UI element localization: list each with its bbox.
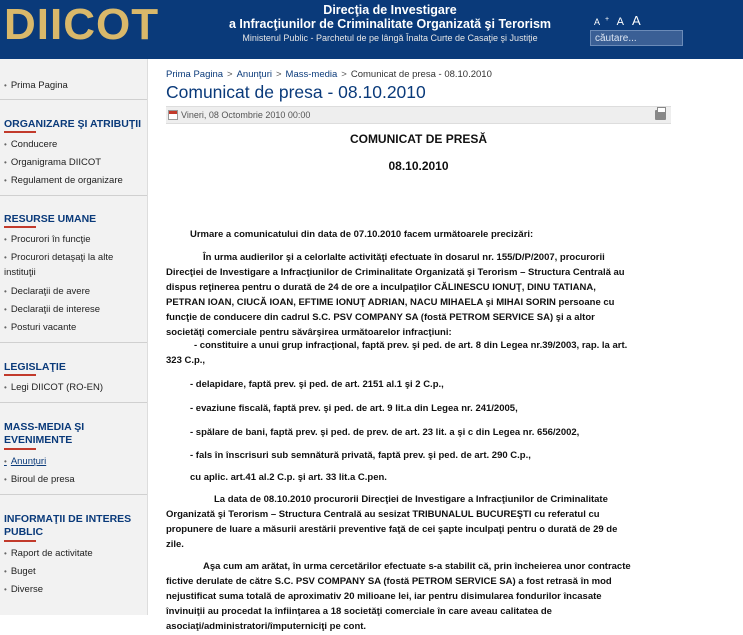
- sidebar: [0, 59, 148, 615]
- search-input[interactable]: [590, 30, 683, 46]
- paragraph-line: societăţi comerciale pentru săvârşirea următoarelor infracţiuni:: [166, 327, 452, 338]
- sidebar-item-buget[interactable]: • Buget: [4, 566, 36, 578]
- divider: [0, 494, 147, 495]
- sidebar-item-legi[interactable]: • Legi DIICOT (RO-EN): [4, 382, 103, 394]
- breadcrumb-current: Comunicat de presa - 08.10.2010: [350, 69, 492, 80]
- sidebar-item-declaratii-interese[interactable]: • Declaraţii de interese: [4, 304, 100, 316]
- page-title: Comunicat de presa - 08.10.2010: [166, 82, 426, 102]
- article-heading-date: 08.10.2010: [388, 159, 449, 173]
- heading-underline: [4, 226, 36, 228]
- sidebar-item-diverse[interactable]: • Diverse: [4, 584, 43, 596]
- heading-underline: [4, 448, 36, 450]
- breadcrumb-anunturi[interactable]: Anunţuri: [236, 69, 272, 80]
- site-header: [0, 0, 743, 59]
- paragraph-line: În urma audierilor şi a celorlalte activităţi efectuate în dosarul nr. 155/D/P/2007, procurorii: [203, 252, 605, 263]
- sidebar-item-regulament[interactable]: • Regulament de organizare: [4, 175, 123, 187]
- heading-underline: [4, 540, 36, 542]
- breadcrumb-home[interactable]: Prima Pagina: [166, 69, 224, 80]
- text-size-medium-button[interactable]: A: [616, 16, 624, 28]
- charge-item: - spălare de bani, faptă prev. şi ped. de prev. de art. 23 lit. a şi c din Legea nr. 656/2002,: [190, 427, 580, 438]
- sidebar-heading-resurse-umane: RESURSE UMANE: [4, 213, 97, 225]
- sidebar-item-home[interactable]: • Prima Pagina: [4, 80, 68, 92]
- paragraph-line: funcţie de conducere din cadrul S.C. PSV COMPANY SA (fostă PETROM SERVICE SA) şi a altor: [166, 312, 595, 323]
- charge-item: - constituire a unui grup infracţional, faptă prev. şi ped. de art. 8 din Legea nr.39/2003, rap. la art.: [194, 340, 628, 351]
- sidebar-heading-legislatie: LEGISLAŢIE: [4, 361, 66, 373]
- heading-underline: [4, 374, 36, 376]
- sidebar-item-conducere[interactable]: • Conducere: [4, 139, 57, 151]
- text-size-controls: [594, 13, 646, 28]
- charge-item: 323 C.p.,: [166, 355, 206, 366]
- article-date: Vineri, 08 Octombrie 2010 00:00: [181, 110, 311, 120]
- sidebar-item-organigrama[interactable]: • Organigrama DIICOT: [4, 157, 101, 169]
- sidebar-item-raport[interactable]: • Raport de activitate: [4, 548, 93, 560]
- breadcrumb: [166, 69, 492, 80]
- header-titles: [180, 3, 600, 45]
- site-logo[interactable]: DIICOT: [4, 0, 160, 49]
- paragraph-line: La data de 08.10.2010 procurorii Direcţiei de Investigare a Infracţiunilor de Criminalitate: [214, 494, 608, 505]
- paragraph-line: nejustificat suma totală de aproximativ 20 milioane lei, iar pentru disimularea fondurilor încasate: [166, 591, 602, 602]
- charge-item: - fals în înscrisuri sub semnătură privată, faptă prev. şi ped. de art. 290 C.p.,: [190, 450, 531, 461]
- article-heading: COMUNICAT DE PRESĂ: [349, 132, 488, 146]
- paragraph-line: propunere de luare a măsurii arestării preventive faţă de cei şapte inculpaţi pentru o durată de 29 de: [166, 524, 618, 535]
- sidebar-heading-informatii-cont: PUBLIC: [4, 526, 44, 538]
- charge-item: cu aplic. art.41 al.2 C.p. şi art. 33 lit.a C.pen.: [190, 472, 387, 483]
- divider: [0, 99, 147, 100]
- header-subtitle: Ministerul Public - Parchetul de pe lângă Înalta Curte de Casaţie şi Justiţie: [242, 33, 538, 43]
- heading-underline: [4, 131, 36, 133]
- paragraph-line: Aşa cum am arătat, în urma cercetărilor efectuate s-a stabilit că, prin încheierea unor contracte: [203, 561, 631, 572]
- header-title-line2: a Infracţiunilor de Criminalitate Organizată şi Terorism: [228, 17, 552, 31]
- header-title-line1: Direcţia de Investigare: [323, 3, 457, 17]
- divider: [0, 402, 147, 403]
- charge-item: - evaziune fiscală, faptă prev. şi ped. de art. 9 lit.a din Legea nr. 241/2005,: [190, 403, 518, 414]
- breadcrumb-mass-media[interactable]: Mass-media: [285, 69, 338, 80]
- sidebar-item-procurori-detasati[interactable]: • Procurori detaşaţi la alte: [4, 252, 113, 264]
- sidebar-item-biroul-presa[interactable]: • Biroul de presa: [4, 474, 75, 486]
- paragraph-line: Direcţiei de Investigare a Infracţiunilor de Criminalitate Organizată şi Terorism – Structura Centrală au: [166, 267, 625, 278]
- breadcrumb-separator: >: [275, 69, 282, 80]
- text-size-small-button[interactable]: A +: [594, 16, 610, 27]
- print-icon[interactable]: [655, 110, 666, 120]
- breadcrumb-separator: >: [341, 69, 347, 80]
- calendar-icon: [168, 110, 178, 120]
- sidebar-item-declaratii-avere[interactable]: • Declaraţii de avere: [4, 286, 90, 298]
- sidebar-item-procurori-detasati-cont[interactable]: instituţii: [4, 267, 36, 278]
- divider: [0, 195, 147, 196]
- divider: [0, 342, 147, 343]
- paragraph-line: dispus reţinerea pentru o durată de 24 de ore a inculpaţilor CĂLINESCU IONUŢ, DINU TATIANA,: [166, 282, 596, 293]
- paragraph-line: asociaţi/administratori/împuterniciţi pe cont.: [166, 621, 367, 632]
- breadcrumb-separator: >: [227, 69, 233, 80]
- text-size-large-button[interactable]: A: [631, 13, 641, 28]
- paragraph-line: Organizată şi Terorism – Structura Centrală au sesizat TRIBUNALUL BUCUREŞTI cu referatul cu: [166, 509, 600, 520]
- sidebar-heading-organizare: ORGANIZARE ŞI ATRIBUŢII: [4, 118, 142, 130]
- paragraph-line: zile.: [166, 539, 184, 550]
- sidebar-heading-mass-media: MASS-MEDIA ŞI: [4, 421, 85, 433]
- article-meta-bar: [166, 106, 671, 124]
- sidebar-item-anunturi[interactable]: • Anunţuri: [4, 456, 46, 468]
- paragraph-line: fictive derulate de către S.C. PSV COMPANY SA (fostă PETROM SERVICE SA) a fost retrasă în mod: [166, 576, 612, 587]
- paragraph-line: PETRAN IOAN, CIUCĂ IOAN, EFTIME IONUŢ ADRIAN, NACU MIHAELA şi MIHAI SORIN persoane cu: [166, 297, 615, 308]
- sidebar-item-procurori[interactable]: • Procurori în funcţie: [4, 234, 91, 246]
- sidebar-heading-informatii: INFORMAŢII DE INTERES: [4, 513, 132, 525]
- sidebar-heading-mass-media-cont: EVENIMENTE: [4, 434, 73, 446]
- article-intro: Urmare a comunicatului din data de 07.10.2010 facem următoarele precizări:: [190, 229, 534, 240]
- charge-item: - delapidare, faptă prev. şi ped. de art. 2151 al.1 şi 2 C.p.,: [190, 379, 444, 390]
- sidebar-item-posturi-vacante[interactable]: • Posturi vacante: [4, 322, 76, 334]
- paragraph-line: învinuiţii au procedat la înfiinţarea a 18 societăţi comerciale în care aveau calitatea de: [166, 606, 552, 617]
